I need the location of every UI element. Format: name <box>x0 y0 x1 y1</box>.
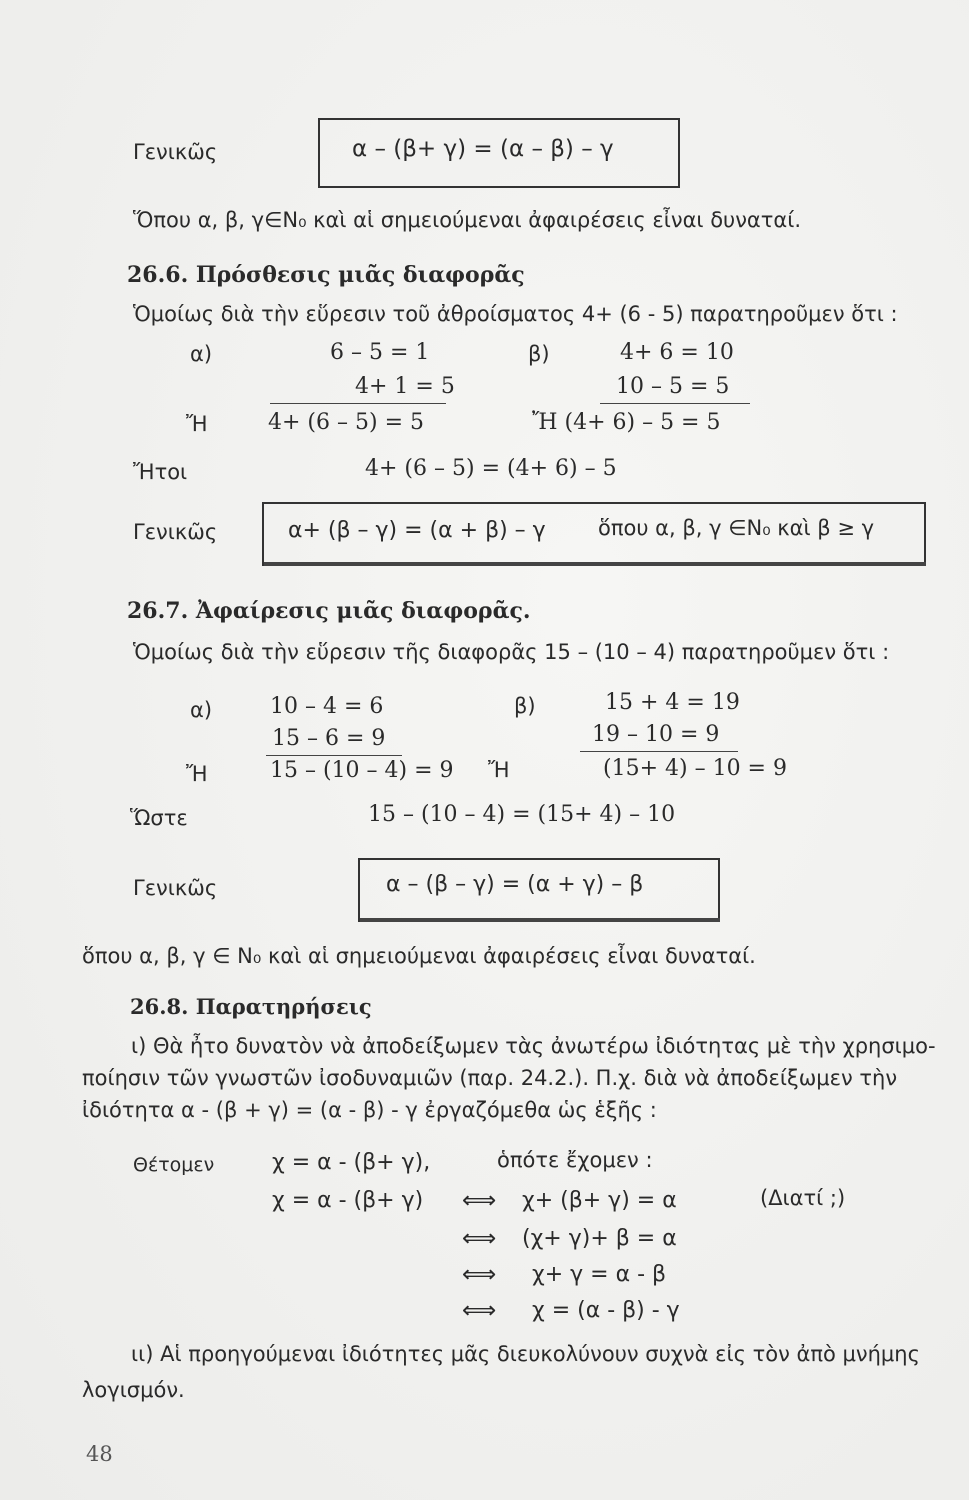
case-a-rule <box>270 403 446 404</box>
case-b-line2: 10 – 5 = 5 <box>616 374 730 399</box>
general-label-2: Γενικῶς <box>133 520 218 544</box>
or-label-1: Ἤ <box>186 412 208 436</box>
remark-1-line2: ποίησιν τῶν γνωστῶν ἰσοδυναμιῶν (παρ. 24.2.). Π.χ. διὰ νὰ ἀποδείξωμεν τὴν <box>82 1066 898 1090</box>
case-b2-line2: 19 – 10 = 9 <box>592 722 720 747</box>
remark-2-line2: λογισμόν. <box>82 1378 185 1402</box>
case-a-result: 4+ (6 – 5) = 5 <box>268 410 424 435</box>
case-a-line1: 6 – 5 = 1 <box>330 340 430 365</box>
or-label-3: Ἤ <box>488 758 510 782</box>
case-a-label-2: α) <box>190 698 213 722</box>
htoi-equation: 4+ (6 – 5) = (4+ 6) – 5 <box>365 456 617 481</box>
remark-2-line1: ιι) Αἱ προηγούμεναι ἰδιότητες μᾶς διευκολύνουν συχνὰ εἰς τὸν ἀπὸ μνήμης <box>131 1342 920 1366</box>
formula-2: α+ (β – γ) = (α + β) – γ <box>288 518 546 543</box>
case-a-label: α) <box>190 342 213 366</box>
remark-1-line3: ἰδιότητα α - (β + γ) = (α - β) - γ ἐργαζόμεθα ὡς ἑξῆς : <box>82 1098 657 1122</box>
htoi-label: Ἤτοι <box>133 460 188 484</box>
case-a2-result: 15 – (10 – 4) = 9 <box>270 758 454 783</box>
section-26-7-heading: 26.7. Ἀφαίρεσις μιᾶς διαφορᾶς. <box>127 598 531 624</box>
oste-equation: 15 – (10 – 4) = (15+ 4) – 10 <box>368 802 676 827</box>
set-equation: χ = α - (β+ γ), <box>272 1150 431 1175</box>
general-label-1: Γενικῶς <box>133 140 218 164</box>
formula-1: α – (β+ γ) = (α – β) – γ <box>352 136 614 162</box>
case-a2-rule <box>266 755 402 756</box>
formula-box-3-shadow <box>360 918 720 922</box>
case-b-rule <box>600 403 750 404</box>
why-text: (Διατί ;) <box>760 1186 846 1210</box>
case-a2-line2: 15 – 6 = 9 <box>272 726 386 751</box>
iff-arrow-4: ⟺ <box>462 1296 497 1324</box>
formula-3: α – (β – γ) = (α + γ) – β <box>386 872 644 897</box>
iff-arrow-2: ⟺ <box>462 1224 497 1252</box>
opote-text: ὁπότε ἔχομεν : <box>497 1148 653 1172</box>
case-a2-line1: 10 – 4 = 6 <box>270 694 384 719</box>
case-b-result: Ἤ (4+ 6) – 5 = 5 <box>532 410 721 435</box>
case-b-label-2: β) <box>514 694 536 718</box>
eq3: χ+ γ = α - β <box>532 1262 667 1287</box>
case-b-label: β) <box>528 342 550 366</box>
section-26-8-heading: 26.8. Παρατηρήσεις <box>130 994 372 1019</box>
or-label-2: Ἤ <box>186 762 208 786</box>
iff-arrow-1: ⟺ <box>462 1186 497 1214</box>
remark-1-line1: ι) Θὰ ἦτο δυνατὸν νὰ ἀποδείξωμεν τὰς ἀνωτέρω ἰδιότητας μὲ τὴν χρησιμο- <box>131 1034 936 1058</box>
page-number: 48 <box>86 1442 113 1466</box>
thetomen-label: Θέτομεν <box>133 1154 215 1176</box>
note-1: Ὅπου α, β, γ∈N₀ καὶ αἱ σημειούμεναι ἀφαιρέσεις εἶναι δυναταί. <box>133 208 802 232</box>
eq2: (χ+ γ)+ β = α <box>522 1226 677 1251</box>
formula-box-2-shadow <box>264 562 926 566</box>
eq1-left: χ = α - (β+ γ) <box>272 1188 424 1213</box>
eq4: χ = (α - β) - γ <box>532 1298 680 1323</box>
general-label-3: Γενικῶς <box>133 876 218 900</box>
eq1-right: χ+ (β+ γ) = α <box>522 1188 677 1213</box>
section-26-6-heading: 26.6. Πρόσθεσις μιᾶς διαφορᾶς <box>127 262 525 288</box>
case-b2-result: (15+ 4) – 10 = 9 <box>603 756 787 781</box>
oste-label: Ὥστε <box>130 806 188 830</box>
note-3: ὅπου α, β, γ ∈ N₀ καὶ αἱ σημειούμεναι ἀφαιρέσεις εἶναι δυναταί. <box>82 944 756 968</box>
section-26-7-intro: Ὁμοίως διὰ τὴν εὕρεσιν τῆς διαφορᾶς 15 – (10 – 4) παρατηροῦμεν ὅτι : <box>133 640 890 664</box>
section-26-6-intro: Ὁμοίως διὰ τὴν εὕρεσιν τοῦ ἀθροίσματος 4+ (6 - 5) παρατηροῦμεν ὅτι : <box>133 302 898 326</box>
case-a-line2: 4+ 1 = 5 <box>355 374 455 399</box>
case-b2-rule <box>580 751 738 752</box>
case-b-line1: 4+ 6 = 10 <box>620 340 734 365</box>
iff-arrow-3: ⟺ <box>462 1260 497 1288</box>
formula-2-condition: ὅπου α, β, γ ∈N₀ καὶ β ≥ γ <box>598 516 875 540</box>
case-b2-line1: 15 + 4 = 19 <box>605 690 740 715</box>
